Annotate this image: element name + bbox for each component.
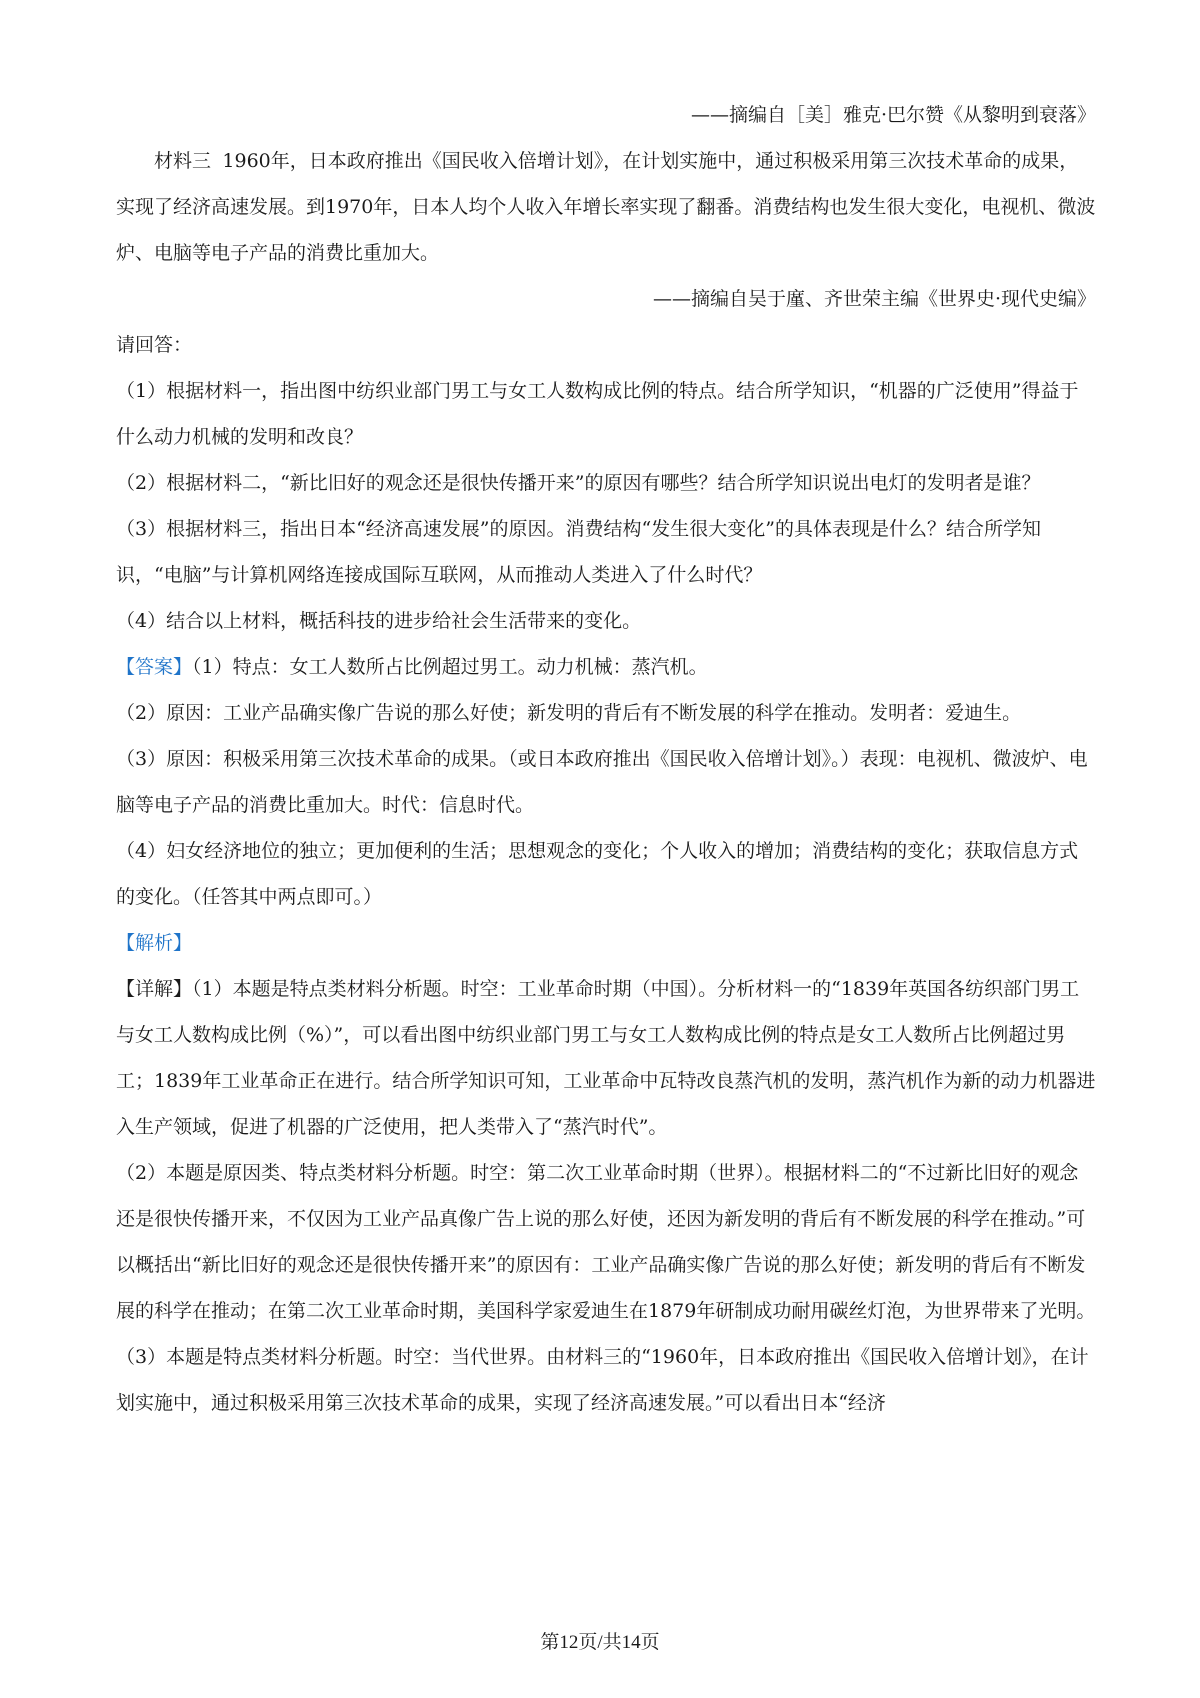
question-2: （2）根据材料二，“新比旧好的观念还是很快传播开来”的原因有哪些？结合所学知识说出电灯的发明者是谁？ xyxy=(116,472,1041,494)
material3-text: 1960年，日本政府推出《国民收入倍增计划》，在计划实施中，通过积极采用第三次技术革命的成果，实现了经济高速发展。到1970年，日本人均个人收入年增长率实现了翻番。消费结构也发生很大变化，电视机、微波炉、电脑等电子产品的消费比重加大。 xyxy=(116,150,1096,264)
answer-tag: 【答案】 xyxy=(116,656,193,678)
answer-line-1 xyxy=(116,644,1096,690)
analysis-tag: 【解析】 xyxy=(116,932,193,954)
detail-paragraph-3: （3）本题是特点类材料分析题。时空：当代世界。由材料三的“1960年，日本政府推出《国民收入倍增计划》，在计划实施中，通过积极采用第三次技术革命的成果，实现了经济高速发展。”可以看出日本“经济 xyxy=(116,1346,1089,1414)
material2-source: ——摘编自［美］雅克·巴尔赞《从黎明到衰落》 xyxy=(690,104,1096,126)
material3-label: 材料三 xyxy=(154,150,212,172)
detail-1-text: （1）本题是特点类材料分析题。时空：工业革命时期（中国）。分析材料一的“1839年英国各纺织部门男工与女工人数构成比例（%）”，可以看出图中纺织业部门男工与女工人数构成比例的特点是女工人数所占比例超过男工；1839年工业革命正在进行。结合所学知识可知，工业革命中瓦特改良蒸汽机的发明，蒸汽机作为新的动力机器进入生产领域，促进了机器的广泛使用，把人类带入了“蒸汽时代”。 xyxy=(116,978,1096,1138)
question-4: （4）结合以上材料，概括科技的进步给社会生活带来的变化。 xyxy=(116,610,642,632)
detail-paragraph-2: （2）本题是原因类、特点类材料分析题。时空：第二次工业革命时期（世界）。根据材料二的“不过新比旧好的观念还是很快传播开来，不仅因为工业产品真像广告上说的那么好使，还因为新发明的背后有不断发展的科学在推动。”可以概括出“新比旧好的观念还是很快传播开来”的原因有：工业产品确实像广告说的那么好使；新发明的背后有不断发展的科学在推动；在第二次工业革命时期，美国科学家爱迪生在1879年研制成功耐用碳丝灯泡，为世界带来了光明。 xyxy=(116,1162,1096,1322)
document-body xyxy=(116,92,1096,1426)
answer-line-4: （4）妇女经济地位的独立；更加便利的生活；思想观念的变化；个人收入的增加；消费结构的变化；获取信息方式的变化。（任答其中两点即可。） xyxy=(116,840,1079,908)
answer-line-2: （2）原因：工业产品确实像广告说的那么好使；新发明的背后有不断发展的科学在推动。发明者：爱迪生。 xyxy=(116,702,1022,724)
material3-paragraph xyxy=(116,138,1096,276)
question-1: （1）根据材料一，指出图中纺织业部门男工与女工人数构成比例的特点。结合所学知识，“机器的广泛使用”得益于什么动力机械的发明和改良？ xyxy=(116,380,1079,448)
question-3: （3）根据材料三，指出日本“经济高速发展”的原因。消费结构“发生很大变化”的具体表现是什么？结合所学知识，“电脑”与计算机网络连接成国际互联网，从而推动人类进入了什么时代？ xyxy=(116,518,1041,586)
answer-line-3: （3）原因：积极采用第三次技术革命的成果。（或日本政府推出《国民收入倍增计划》。）表现：电视机、微波炉、电脑等电子产品的消费比重加大。时代：信息时代。 xyxy=(116,748,1088,816)
detail-tag: 【详解】 xyxy=(116,978,193,1000)
page-footer: 第12页/共14页 xyxy=(540,1632,660,1653)
material3-source: ——摘编自吴于廑、齐世荣主编《世界史·现代史编》 xyxy=(652,288,1096,310)
detail-paragraph-1 xyxy=(116,966,1096,1150)
answer-1-text: （1）特点：女工人数所占比例超过男工。动力机械：蒸汽机。 xyxy=(192,656,708,678)
prompt-text: 请回答： xyxy=(116,334,193,356)
